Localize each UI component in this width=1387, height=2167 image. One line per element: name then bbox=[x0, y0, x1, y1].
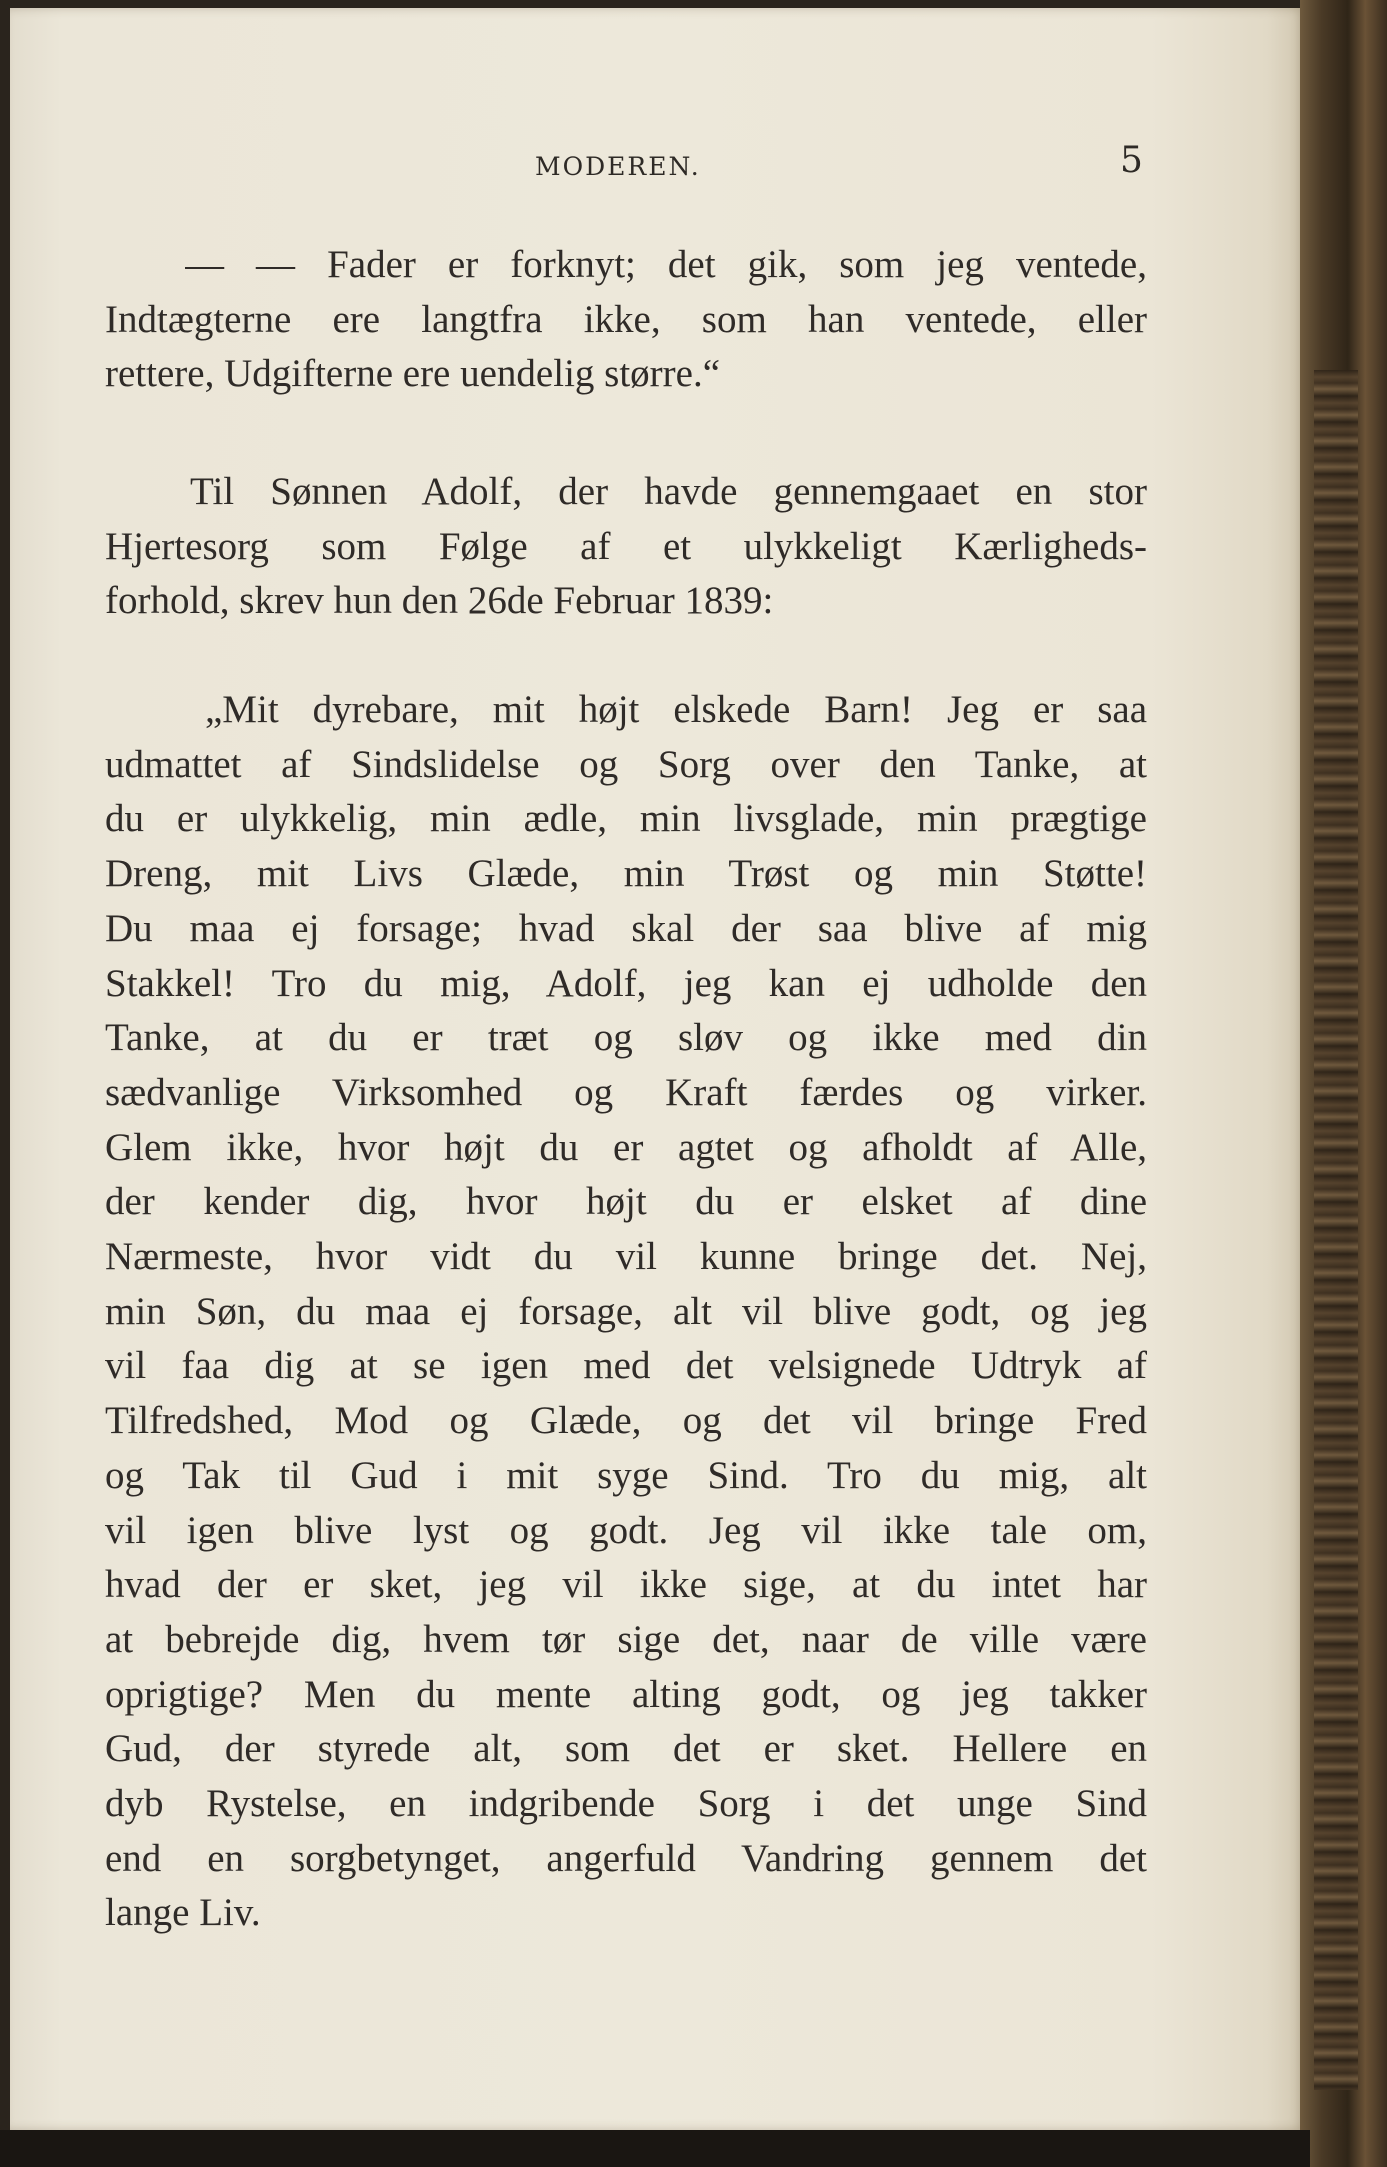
text-line: Du maa ej forsage; hvad skal der saa blive af mig bbox=[105, 907, 1147, 950]
text-line: hvad der er sket, jeg vil ikke sige, at du intet har bbox=[105, 1563, 1147, 1606]
text-line: min Søn, du maa ej forsage, alt vil blive godt, og jeg bbox=[105, 1290, 1147, 1333]
text-line: lange Liv. bbox=[105, 1891, 261, 1934]
text-line: du er ulykkelig, min ædle, min livsglade, min prægtige bbox=[105, 797, 1147, 840]
text-line: Stakkel! Tro du mig, Adolf, jeg kan ej udholde den bbox=[105, 962, 1147, 1005]
text-line: sædvanlige Virksomhed og Kraft færdes og virker. bbox=[105, 1071, 1147, 1114]
text-line: — — Fader er forknyt; det gik, som jeg ventede, bbox=[185, 243, 1147, 286]
text-line: Hjertesorg som Følge af et ulykkeligt Kærligheds- bbox=[105, 525, 1147, 568]
scan-bottom-edge bbox=[0, 2130, 1310, 2167]
text-line: rettere, Udgifterne ere uendelig større.“ bbox=[105, 352, 721, 395]
text-line: at bebrejde dig, hvem tør sige det, naar de ville være bbox=[105, 1618, 1147, 1661]
book-binding bbox=[1300, 0, 1387, 2167]
text-line: Glem ikke, hvor højt du er agtet og afholdt af Alle, bbox=[105, 1126, 1147, 1169]
text-line: forhold, skrev hun den 26de Februar 1839: bbox=[105, 579, 774, 622]
text-line: vil faa dig at se igen med det velsignede Udtryk af bbox=[105, 1344, 1147, 1387]
text-line: Tanke, at du er træt og sløv og ikke med din bbox=[105, 1016, 1147, 1059]
running-head: MODEREN. bbox=[535, 152, 701, 181]
text-line: der kender dig, hvor højt du er elsket af dine bbox=[105, 1180, 1147, 1223]
text-line: Tilfredshed, Mod og Glæde, og det vil bringe Fred bbox=[105, 1399, 1147, 1442]
text-line: end en sorgbetynget, angerfuld Vandring gennem det bbox=[105, 1837, 1147, 1880]
text-line: vil igen blive lyst og godt. Jeg vil ikke tale om, bbox=[105, 1509, 1147, 1552]
text-line: Gud, der styrede alt, som det er sket. Hellere en bbox=[105, 1727, 1147, 1770]
text-line: Til Sønnen Adolf, der havde gennemgaaet en stor bbox=[190, 470, 1147, 513]
text-line: Nærmeste, hvor vidt du vil kunne bringe det. Nej, bbox=[105, 1235, 1147, 1278]
text-line: Indtægterne ere langtfra ikke, som han ventede, eller bbox=[105, 298, 1147, 341]
text-line: dyb Rystelse, en indgribende Sorg i det unge Sind bbox=[105, 1782, 1147, 1825]
text-line: og Tak til Gud i mit syge Sind. Tro du mig, alt bbox=[105, 1454, 1147, 1497]
page-number: 5 bbox=[1120, 140, 1143, 181]
text-line: Dreng, mit Livs Glæde, min Trøst og min Støtte! bbox=[105, 852, 1147, 895]
text-line: oprigtige? Men du mente alting godt, og jeg takker bbox=[105, 1673, 1147, 1716]
text-line: udmattet af Sindslidelse og Sorg over den Tanke, at bbox=[105, 743, 1147, 786]
text-line: „Mit dyrebare, mit højt elskede Barn! Jeg er saa bbox=[205, 688, 1147, 731]
